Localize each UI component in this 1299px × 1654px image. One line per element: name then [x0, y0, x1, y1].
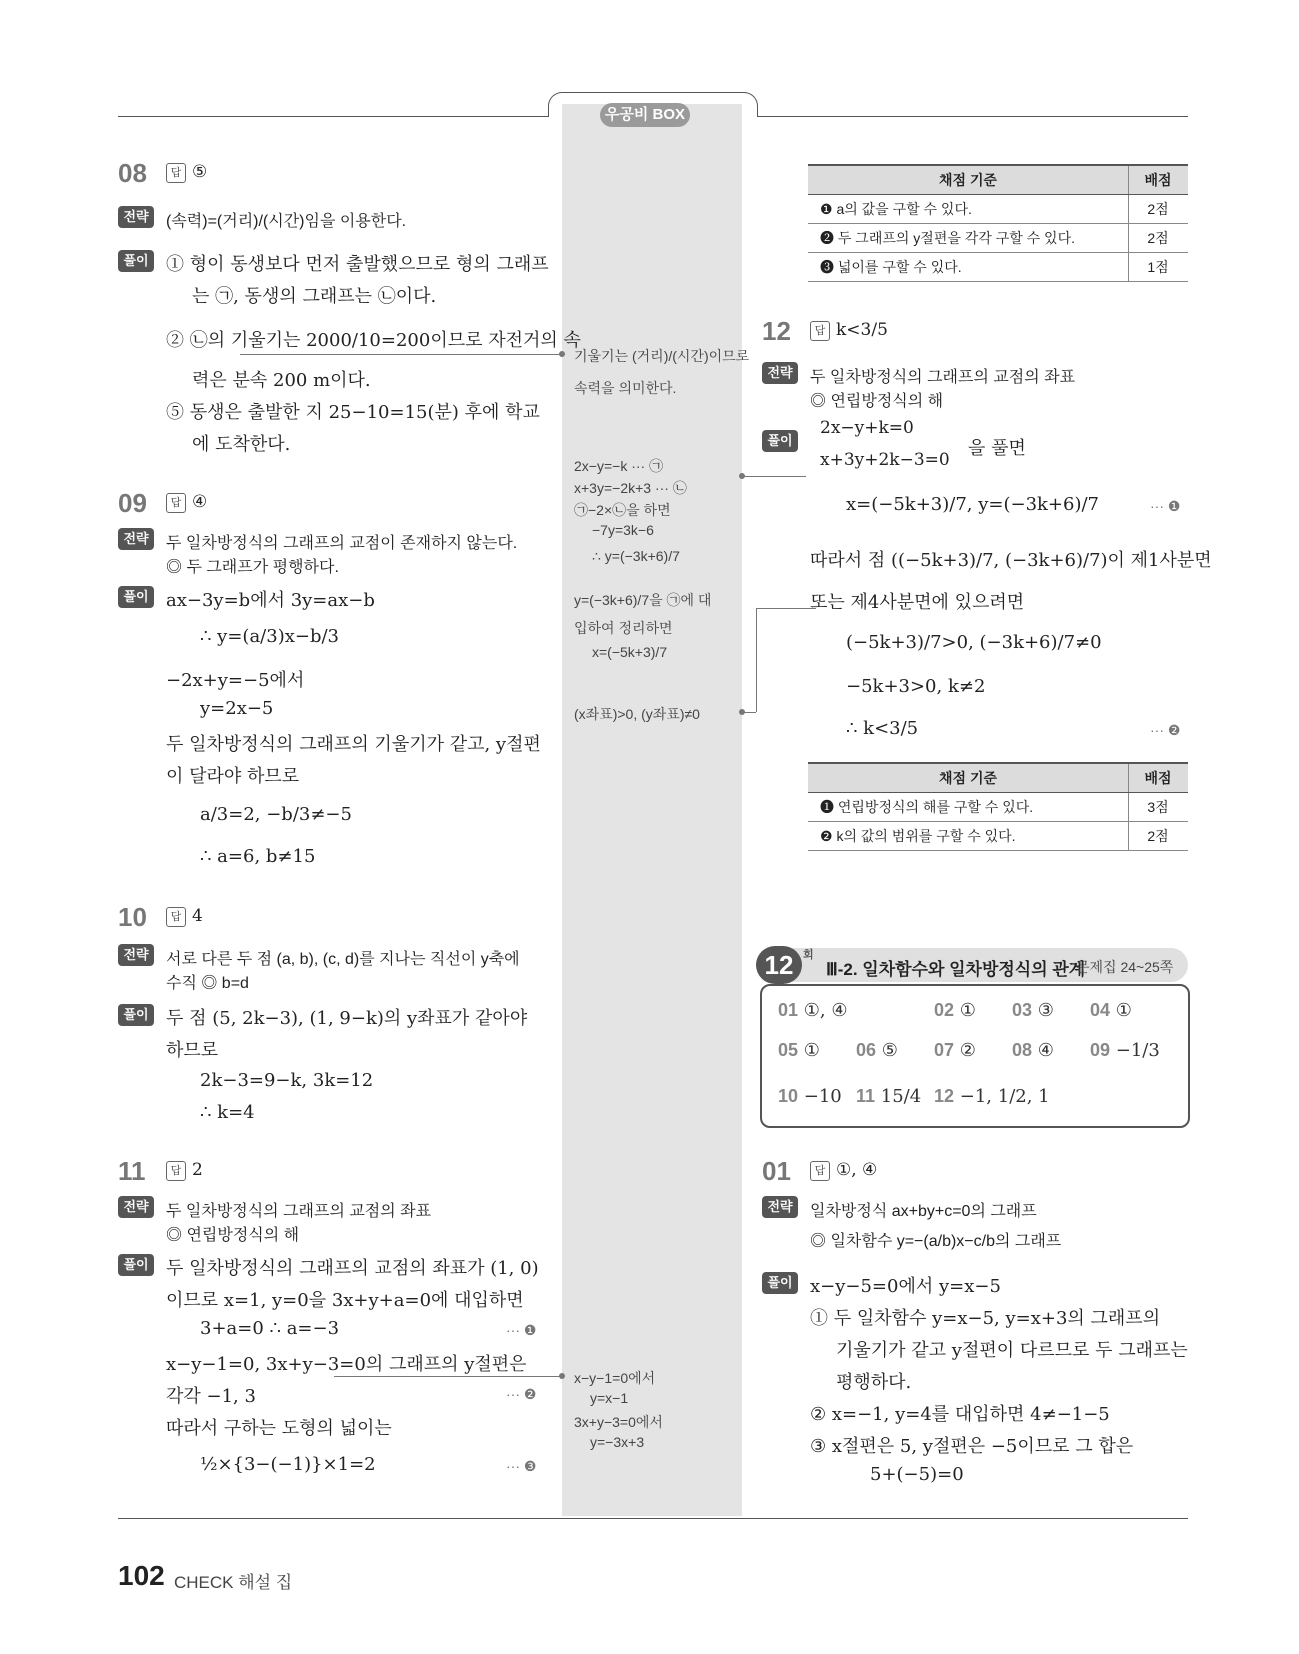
solution-line: x−y−5=0에서 y=x−5	[810, 1276, 1001, 1297]
quiz-answer-num: 09	[1090, 1040, 1111, 1060]
quiz-answer-value: ④	[1037, 1040, 1054, 1061]
score-marker: ··· ❸	[506, 1458, 537, 1474]
table-cell: ❷ k의 값의 범위를 구할 수 있다.	[808, 822, 1129, 851]
quiz-answer-num: 10	[778, 1086, 799, 1106]
strategy-tag: 전략	[762, 1196, 798, 1218]
quiz-answer-num: 07	[934, 1040, 955, 1060]
quiz-title: Ⅲ-2. 일차함수와 일차방정식의 관계	[826, 960, 1086, 979]
answer	[810, 1160, 877, 1181]
solution-line: 두 일차방정식의 그래프의 기울기가 같고, y절편	[166, 734, 541, 755]
solution-tag: 풀이	[118, 250, 154, 272]
solution-line: ① 두 일차함수 y=x−5, y=x+3의 그래프의	[810, 1308, 1161, 1329]
quiz-answer-num: 02	[934, 1000, 955, 1020]
quiz-answer-num: 05	[778, 1040, 799, 1060]
quiz-answer	[856, 1086, 921, 1107]
strategy-text: 일차방정식 ax+by+c=0의 그래프	[810, 1203, 1037, 1220]
quiz-answer-value: −1/3	[1115, 1040, 1160, 1061]
quiz-answer	[778, 1086, 842, 1107]
connector-line	[756, 608, 757, 712]
solution-line: ½×{3−(−1)}×1=2	[200, 1454, 376, 1475]
quiz-round-badge: 12	[756, 946, 802, 984]
quiz-answer-value: ①	[803, 1040, 820, 1061]
quiz-answer	[934, 1000, 976, 1021]
strategy-tag: 전략	[118, 1196, 154, 1218]
side-note: 3x+y−3=0에서	[574, 1414, 663, 1430]
solution-line: ∴ k<3/5	[846, 718, 919, 739]
table-header: 채점 기준	[808, 165, 1129, 195]
strategy-text: 두 일차방정식의 그래프의 교점이 존재하지 않는다.	[166, 535, 518, 552]
connector-line	[742, 476, 806, 477]
answer	[166, 1160, 203, 1181]
grading-table	[808, 164, 1188, 282]
solution-tag: 풀이	[762, 430, 798, 452]
quiz-answer-value: ①, ④	[803, 1000, 848, 1021]
answer-value: ①, ④	[836, 1160, 878, 1180]
quiz-answer-num: 12	[934, 1086, 955, 1106]
quiz-answer-value: ①	[1115, 1000, 1132, 1021]
answer-value: 2	[192, 1160, 203, 1180]
strategy-text: (속력)=(거리)/(시간)임을 이용한다.	[166, 213, 407, 230]
strategy-tag: 전략	[118, 528, 154, 550]
quiz-answer	[934, 1040, 976, 1061]
solution-line: 기울기가 같고 y절편이 다르므로 두 그래프는	[836, 1340, 1188, 1361]
solution-line: 각각 −1, 3	[166, 1386, 256, 1407]
side-note: ㉠−2×㉡을 하면	[574, 502, 671, 518]
strategy-text: ◎ 연립방정식의 해	[166, 1227, 300, 1244]
solution-line: 을 풀면	[968, 438, 1026, 459]
grading-table	[808, 762, 1188, 851]
quiz-answer-num: 06	[856, 1040, 877, 1060]
side-note: x+3y=−2k+3 ··· ㉡	[574, 480, 687, 496]
side-note: y=(−3k+6)/7을 ㉠에 대	[574, 592, 712, 608]
side-box-band	[562, 104, 742, 1516]
answer-value: k<3/5	[836, 320, 888, 340]
solution-line: ∴ a=6, b≠15	[200, 846, 316, 867]
side-note: 2x−y=−k ··· ㉠	[574, 458, 664, 474]
table-cell: 3점	[1129, 793, 1189, 822]
solution-line: 두 일차방정식의 그래프의 교점의 좌표가 (1, 0)	[166, 1258, 539, 1279]
answer-icon: 답	[166, 493, 186, 513]
solution-tag: 풀이	[118, 1004, 154, 1026]
connector-dot	[739, 473, 745, 479]
solution-line: ① 형이 동생보다 먼저 출발했으므로 형의 그래프	[166, 254, 549, 275]
answer-icon: 답	[810, 321, 830, 341]
quiz-answer-num: 08	[1012, 1040, 1033, 1060]
solution-line: −2x+y=−5에서	[166, 670, 305, 691]
solution-line: 따라서 구하는 도형의 넓이는	[166, 1418, 392, 1439]
solution-line: 이 달라야 하므로	[166, 766, 300, 787]
strategy-text: 서로 다른 두 점 (a, b), (c, d)를 지나는 직선이 y축에	[166, 951, 520, 968]
table-cell: 2점	[1129, 195, 1189, 224]
solution-line: ② ㉡의 기울기는 2000/10=200이므로 자전거의 속	[166, 330, 581, 351]
solution-line: 두 점 (5, 2k−3), (1, 9−k)의 y좌표가 같아야	[166, 1008, 528, 1029]
table-row	[808, 224, 1188, 253]
score-marker: ··· ❶	[1150, 498, 1181, 514]
question-number: 12	[762, 316, 791, 346]
side-note: −7y=3k−6	[592, 522, 654, 538]
side-note: x=(−5k+3)/7	[592, 644, 668, 660]
side-note: 속력을 의미한다.	[574, 380, 677, 396]
quiz-answer-num: 01	[778, 1000, 799, 1020]
solution-line: 3+a=0 ∴ a=−3	[200, 1318, 340, 1339]
strategy-tag: 전략	[118, 944, 154, 966]
side-note: 기울기는 (거리)/(시간)이므로	[574, 348, 750, 364]
table-cell: ❶ a의 값을 구할 수 있다.	[808, 195, 1129, 224]
side-note: y=x−1	[590, 1390, 629, 1406]
quiz-answer-value: ①	[959, 1000, 976, 1021]
page-number: 102	[118, 1560, 165, 1591]
quiz-answer	[856, 1040, 898, 1061]
quiz-answer	[778, 1040, 820, 1061]
strategy-tag: 전략	[762, 362, 798, 384]
solution-line: 또는 제4사분면에 있으려면	[810, 592, 1025, 613]
solution-line: ax−3y=b에서 3y=ax−b	[166, 590, 375, 611]
connector-dot	[739, 709, 745, 715]
side-note: 입하여 정리하면	[574, 620, 673, 636]
strategy-text: 두 일차방정식의 그래프의 교점의 좌표	[810, 369, 1076, 386]
quiz-answer	[1090, 1000, 1132, 1021]
answer-icon: 답	[810, 1161, 830, 1181]
answer-icon: 답	[166, 1161, 186, 1181]
solution-tag: 풀이	[118, 1254, 154, 1276]
solution-line: (−5k+3)/7>0, (−3k+6)/7≠0	[846, 632, 1102, 653]
answer-value: 4	[192, 906, 203, 926]
answer-value: ⑤	[192, 162, 208, 182]
question-number: 10	[118, 902, 147, 932]
quiz-answer-value: −1, 1/2, 1	[959, 1086, 1050, 1107]
quiz-answer	[778, 1000, 847, 1021]
solution-line: 에 도착한다.	[192, 434, 291, 455]
quiz-answer-num: 03	[1012, 1000, 1033, 1020]
strategy-text: ◎ 일차함수 y=−(a/b)x−c/b의 그래프	[810, 1233, 1062, 1250]
solution-line: ∴ k=4	[200, 1102, 255, 1123]
solution-line: x=(−5k+3)/7, y=(−3k+6)/7	[846, 494, 1100, 515]
table-header: 배점	[1129, 165, 1189, 195]
solution-line: a/3=2, −b/3≠−5	[200, 804, 352, 825]
solution-line: 2k−3=9−k, 3k=12	[200, 1070, 374, 1091]
table-header: 배점	[1129, 763, 1189, 793]
connector-dot	[559, 1373, 565, 1379]
score-marker: ··· ❶	[506, 1322, 537, 1338]
quiz-answer	[1012, 1040, 1054, 1061]
answer	[166, 906, 203, 927]
solution-line: 하므로	[166, 1040, 219, 1061]
question-number: 01	[762, 1156, 791, 1186]
solution-line: 력은 분속 200 m이다.	[192, 370, 371, 391]
table-cell: 1점	[1129, 253, 1189, 282]
solution-line: y=2x−5	[200, 698, 274, 719]
solution-line: x+3y+2k−3=0	[820, 450, 950, 470]
strategy-text: ◎ 연립방정식의 해	[810, 393, 944, 410]
table-row	[808, 195, 1188, 224]
quiz-answer-num: 11	[856, 1086, 876, 1106]
answer	[166, 162, 207, 183]
solution-line: x−y−1=0, 3x+y−3=0의 그래프의 y절편은	[166, 1354, 527, 1375]
box-label: 우공비 BOX	[600, 103, 690, 127]
table-row	[808, 822, 1188, 851]
answer-icon: 답	[166, 907, 186, 927]
quiz-answer-value: ③	[1037, 1000, 1054, 1021]
connector-line	[756, 608, 816, 609]
quiz-answer-value: ②	[959, 1040, 976, 1061]
quiz-answer	[1090, 1040, 1160, 1061]
strategy-text: ◎ 두 그래프가 평행하다.	[166, 559, 339, 576]
solution-line: 이므로 x=1, y=0을 3x+y+a=0에 대입하면	[166, 1290, 524, 1311]
connector-dot	[559, 351, 565, 357]
strategy-text: 수직 ◎ b=d	[166, 975, 249, 992]
table-row	[808, 793, 1188, 822]
solution-tag: 풀이	[118, 586, 154, 608]
solution-line: 평행하다.	[836, 1372, 912, 1393]
table-cell: 2점	[1129, 224, 1189, 253]
solution-line: ∴ y=(a/3)x−b/3	[200, 626, 339, 647]
table-header: 채점 기준	[808, 763, 1129, 793]
quiz-answer-value: ⑤	[881, 1040, 898, 1061]
answer	[166, 492, 207, 513]
side-note: ∴ y=(−3k+6)/7	[592, 548, 680, 564]
table-row	[808, 253, 1188, 282]
quiz-round-suffix: 회	[803, 949, 814, 961]
connector-line	[240, 354, 562, 355]
answer	[810, 320, 888, 341]
quiz-pages: 문제집 24~25쪽	[1076, 959, 1174, 975]
side-note: (x좌표)>0, (y좌표)≠0	[574, 706, 700, 722]
side-note: y=−3x+3	[590, 1434, 645, 1450]
quiz-answer-num: 04	[1090, 1000, 1111, 1020]
solution-line: 5+(−5)=0	[870, 1464, 964, 1485]
table-cell: 2점	[1129, 822, 1189, 851]
score-marker: ··· ❷	[1150, 722, 1181, 738]
answer-icon: 답	[166, 163, 186, 183]
book-title: CHECK 해설 집	[174, 1573, 293, 1592]
solution-line: ③ x절편은 5, y절편은 −5이므로 그 합은	[810, 1436, 1134, 1457]
question-number: 11	[118, 1156, 146, 1186]
solution-line: −5k+3>0, k≠2	[846, 676, 986, 697]
quiz-answer-value: −10	[803, 1086, 842, 1107]
question-number: 08	[118, 158, 147, 188]
table-cell: ❶ 연립방정식의 해를 구할 수 있다.	[808, 793, 1129, 822]
table-cell: ❸ 넓이를 구할 수 있다.	[808, 253, 1129, 282]
strategy-text: 두 일차방정식의 그래프의 교점의 좌표	[166, 1203, 432, 1220]
quiz-answer	[1012, 1000, 1054, 1021]
strategy-tag: 전략	[118, 206, 154, 228]
table-cell: ❷ 두 그래프의 y절편을 각각 구할 수 있다.	[808, 224, 1129, 253]
answer-value: ④	[192, 492, 208, 512]
solution-line: 따라서 점 ((−5k+3)/7, (−3k+6)/7)이 제1사분면	[810, 550, 1212, 571]
solution-tag: 풀이	[762, 1272, 798, 1294]
connector-line	[334, 1376, 562, 1377]
quiz-answer-value: 15/4	[880, 1086, 922, 1107]
solution-line: ② x=−1, y=4를 대입하면 4≠−1−5	[810, 1404, 1110, 1425]
question-number: 09	[118, 488, 147, 518]
solution-line: ⑤ 동생은 출발한 지 25−10=15(분) 후에 학교	[166, 402, 540, 423]
footer-rule	[118, 1518, 1188, 1519]
solution-line: 는 ㉠, 동생의 그래프는 ㉡이다.	[192, 286, 437, 307]
score-marker: ··· ❷	[506, 1386, 537, 1402]
side-note: x−y−1=0에서	[574, 1370, 656, 1386]
quiz-answer	[934, 1086, 1050, 1107]
solution-line: 2x−y+k=0	[820, 418, 914, 438]
